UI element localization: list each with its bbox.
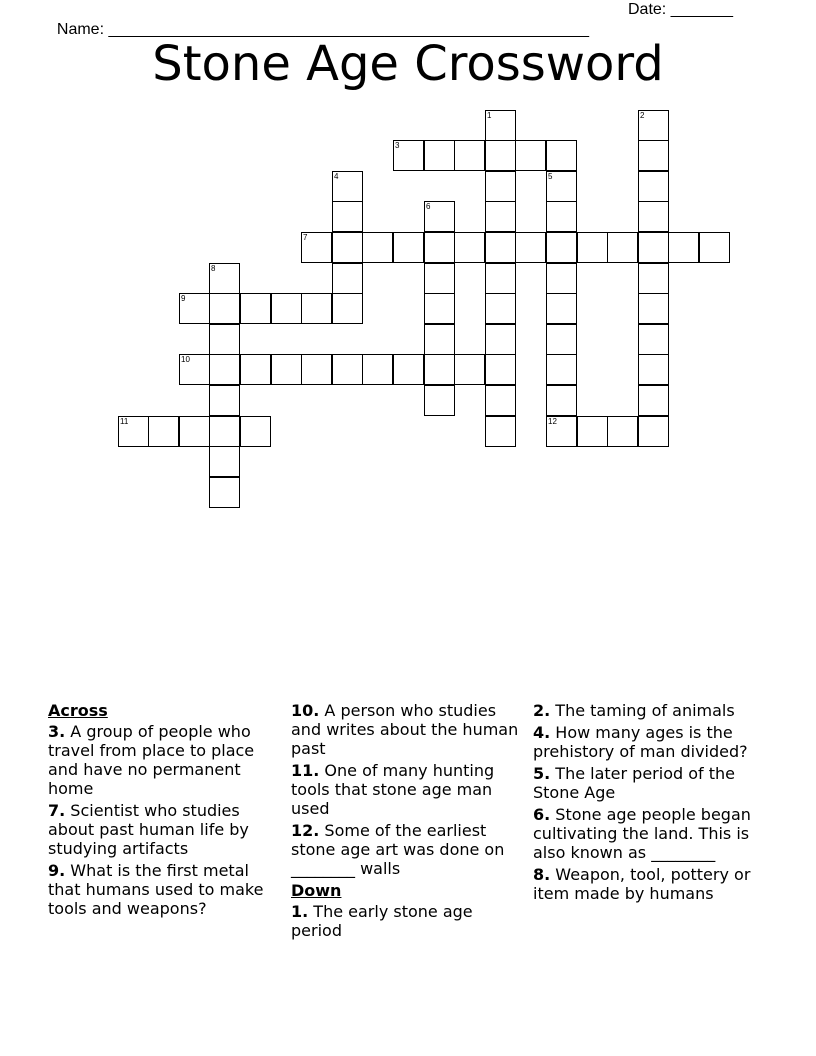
crossword-cell[interactable] (332, 263, 363, 294)
clue-number: 11. (291, 761, 320, 780)
clue-item (48, 861, 283, 918)
crossword-cell[interactable] (424, 293, 455, 324)
cell-number: 11 (120, 417, 129, 426)
clue-text: A person who studies and writes about the human past (291, 701, 519, 758)
clue-item (533, 764, 771, 802)
crossword-cell[interactable] (607, 232, 638, 263)
crossword-cell[interactable] (485, 110, 516, 141)
crossword-cell[interactable] (638, 324, 669, 355)
clue-number: 2. (533, 701, 551, 720)
crossword-cell[interactable] (209, 477, 240, 508)
crossword-cell[interactable] (454, 232, 485, 263)
cell-number: 10 (181, 355, 190, 364)
crossword-cell[interactable] (515, 140, 546, 171)
crossword-cell[interactable] (485, 232, 516, 263)
crossword-cell[interactable] (546, 293, 577, 324)
clue-text: Stone age people began cultivating the land. This is also known as ________ (533, 805, 751, 862)
crossword-cell[interactable] (485, 263, 516, 294)
crossword-cell[interactable] (638, 416, 669, 447)
clue-item (291, 902, 527, 940)
crossword-cell[interactable] (362, 354, 393, 385)
crossword-cell[interactable] (209, 324, 240, 355)
clue-text: Scientist who studies about past human life by studying artifacts (48, 801, 249, 858)
crossword-cell[interactable] (209, 293, 240, 324)
down-clue-list (291, 902, 527, 940)
clue-item (291, 761, 527, 818)
crossword-cell[interactable] (546, 416, 577, 447)
crossword-cell[interactable] (607, 416, 638, 447)
crossword-cell[interactable] (240, 416, 271, 447)
crossword-cell[interactable] (332, 171, 363, 202)
crossword-cell[interactable] (301, 354, 332, 385)
crossword-cell[interactable] (638, 110, 669, 141)
clue-number: 10. (291, 701, 320, 720)
cell-number: 3 (395, 141, 400, 150)
across-clue-list (48, 722, 283, 918)
clue-number: 5. (533, 764, 551, 783)
crossword-cell[interactable] (546, 201, 577, 232)
clue-text: A group of people who travel from place to place and have no permanent home (48, 722, 255, 798)
clue-number: 1. (291, 902, 309, 921)
crossword-cell[interactable] (485, 140, 516, 171)
crossword-cell[interactable] (638, 171, 669, 202)
down-clue-list-continued (533, 701, 771, 903)
cell-number: 8 (211, 264, 216, 273)
date-field-label: Date: _______ (628, 1, 733, 18)
cell-number: 12 (548, 417, 557, 426)
crossword-cell[interactable] (240, 293, 271, 324)
clue-number: 7. (48, 801, 66, 820)
crossword-cell[interactable] (424, 263, 455, 294)
crossword-cell[interactable] (638, 385, 669, 416)
crossword-cell[interactable] (699, 232, 730, 263)
clue-item (533, 805, 771, 862)
crossword-cell[interactable] (209, 385, 240, 416)
clue-item (533, 723, 771, 761)
clue-number: 4. (533, 723, 551, 742)
crossword-cell[interactable] (332, 201, 363, 232)
clue-item (533, 701, 771, 720)
clue-item (48, 722, 283, 798)
down-heading: Down (291, 881, 342, 900)
crossword-cell[interactable] (209, 354, 240, 385)
crossword-cell[interactable] (638, 201, 669, 232)
crossword-cell[interactable] (424, 385, 455, 416)
clue-number: 6. (533, 805, 551, 824)
across-clue-list-continued (291, 701, 527, 878)
crossword-cell[interactable] (118, 416, 149, 447)
crossword-cell[interactable] (271, 293, 302, 324)
across-heading: Across (48, 701, 108, 720)
clue-text: How many ages is the prehistory of man divided? (533, 723, 748, 761)
clue-number: 8. (533, 865, 551, 884)
crossword-cell[interactable] (424, 324, 455, 355)
clue-item (291, 701, 527, 758)
clue-text: The later period of the Stone Age (533, 764, 735, 802)
crossword-cell[interactable] (424, 232, 455, 263)
clue-text: Some of the earliest stone age art was done on ________ walls (291, 821, 505, 878)
crossword-cell[interactable] (638, 293, 669, 324)
crossword-cell[interactable] (485, 416, 516, 447)
crossword-cell[interactable] (393, 354, 424, 385)
crossword-cell[interactable] (271, 354, 302, 385)
crossword-cell[interactable] (638, 140, 669, 171)
crossword-cell[interactable] (638, 354, 669, 385)
cell-number: 9 (181, 294, 186, 303)
clues-column-3 (533, 701, 771, 906)
cell-number: 5 (548, 172, 553, 181)
crossword-cell[interactable] (454, 354, 485, 385)
cell-number: 6 (426, 202, 431, 211)
crossword-cell[interactable] (515, 232, 546, 263)
crossword-cell[interactable] (393, 232, 424, 263)
clue-text: The early stone age period (291, 902, 473, 940)
crossword-cell[interactable] (179, 293, 210, 324)
clue-item (48, 801, 283, 858)
crossword-cell[interactable] (546, 385, 577, 416)
crossword-cell[interactable] (362, 232, 393, 263)
crossword-cell[interactable] (546, 324, 577, 355)
crossword-cell[interactable] (485, 385, 516, 416)
crossword-cell[interactable] (240, 354, 271, 385)
crossword-cell[interactable] (209, 446, 240, 477)
cell-number: 4 (334, 172, 339, 181)
clue-number: 9. (48, 861, 66, 880)
crossword-cell[interactable] (332, 232, 363, 263)
crossword-cell[interactable] (393, 140, 424, 171)
crossword-cell[interactable] (546, 232, 577, 263)
clues-column-2 (291, 701, 527, 943)
crossword-cell[interactable] (209, 416, 240, 447)
crossword-cell[interactable] (485, 354, 516, 385)
crossword-cell[interactable] (546, 140, 577, 171)
crossword-cell[interactable] (485, 293, 516, 324)
crossword-cell[interactable] (424, 201, 455, 232)
crossword-cell[interactable] (332, 293, 363, 324)
crossword-cell[interactable] (179, 354, 210, 385)
clue-text: The taming of animals (550, 701, 735, 720)
crossword-cell[interactable] (577, 232, 608, 263)
clue-item (533, 865, 771, 903)
crossword-cell[interactable] (301, 293, 332, 324)
cell-number: 2 (640, 111, 645, 120)
crossword-cell[interactable] (668, 232, 699, 263)
clues-column-1 (48, 701, 283, 921)
crossword-cell[interactable] (546, 171, 577, 202)
name-field-label: Name: ______________________________________________________ (56, 21, 589, 38)
crossword-cell[interactable] (577, 416, 608, 447)
crossword-cell[interactable] (485, 324, 516, 355)
crossword-cell[interactable] (485, 201, 516, 232)
page-title: Stone Age Crossword (152, 36, 664, 92)
crossword-cell[interactable] (454, 140, 485, 171)
cell-number: 1 (487, 111, 492, 120)
crossword-cell[interactable] (546, 354, 577, 385)
clue-item (291, 821, 527, 878)
clue-text: One of many hunting tools that stone age man used (291, 761, 495, 818)
crossword-cell[interactable] (332, 354, 363, 385)
clue-number: 3. (48, 722, 66, 741)
cell-number: 7 (303, 233, 308, 242)
crossword-cell[interactable] (485, 171, 516, 202)
crossword-cell[interactable] (301, 232, 332, 263)
crossword-cell[interactable] (148, 416, 179, 447)
crossword-cell[interactable] (638, 232, 669, 263)
crossword-cell[interactable] (424, 354, 455, 385)
crossword-cell[interactable] (638, 263, 669, 294)
clue-text: Weapon, tool, pottery or item made by humans (533, 865, 751, 903)
crossword-cell[interactable] (546, 263, 577, 294)
clue-number: 12. (291, 821, 320, 840)
clue-text: What is the first metal that humans used to make tools and weapons? (48, 861, 264, 918)
crossword-cell[interactable] (179, 416, 210, 447)
crossword-cell[interactable] (209, 263, 240, 294)
crossword-cell[interactable] (424, 140, 455, 171)
